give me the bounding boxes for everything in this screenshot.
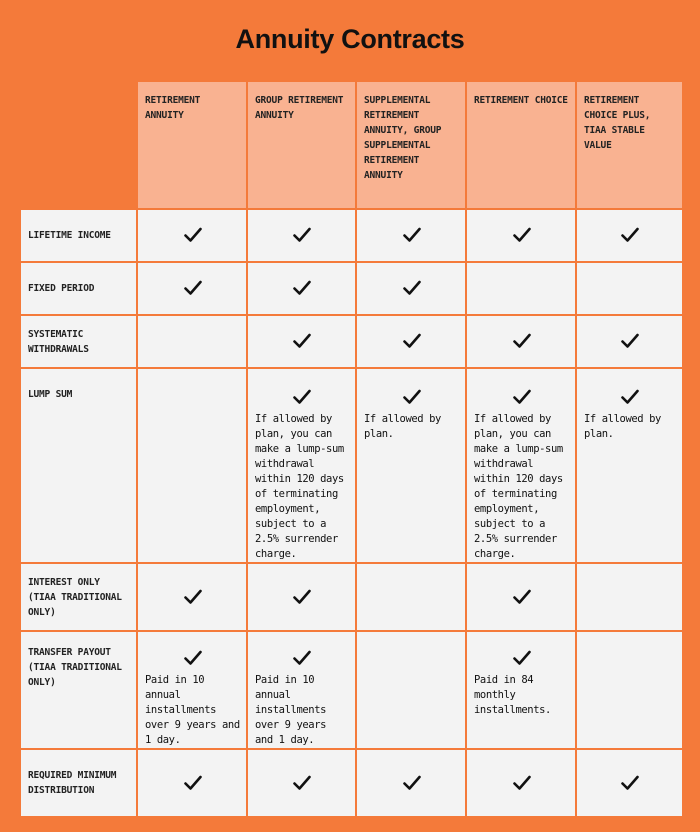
row-required-minimum-distribution <box>20 749 683 817</box>
checkmark-icon <box>145 647 240 669</box>
table-cell <box>576 563 683 631</box>
table-cell <box>356 631 466 749</box>
row-fixed-period <box>20 262 683 315</box>
checkmark-icon <box>474 772 569 794</box>
table-cell <box>466 563 576 631</box>
row-lump-sum <box>20 368 683 563</box>
table-cell <box>247 631 356 749</box>
annuity-table <box>19 80 684 818</box>
table-cell <box>466 315 576 368</box>
table-cell <box>247 749 356 817</box>
checkmark-icon <box>584 224 676 246</box>
cell-note: If allowed by plan, you can make a lump-sum withdrawal within 120 days of terminating employment, subject to a 2.5% surrender charge. <box>474 413 563 560</box>
checkmark-icon <box>584 772 676 794</box>
checkmark-icon <box>145 772 240 794</box>
table-cell <box>576 315 683 368</box>
checkmark-icon <box>474 330 569 352</box>
table-cell <box>247 368 356 563</box>
column-header-supplemental-retirement-annuity: SUPPLEMENTAL RETIREMENT ANNUITY, GROUP SUPPLEMENTAL RETIREMENT ANNUITY <box>356 81 466 209</box>
row-systematic-withdrawals <box>20 315 683 368</box>
checkmark-icon <box>364 277 459 299</box>
checkmark-icon <box>255 277 349 299</box>
table-cell <box>356 749 466 817</box>
row-label: TRANSFER PAYOUT (TIAA TRADITIONAL ONLY) <box>20 631 137 749</box>
checkmark-icon <box>255 224 349 246</box>
table-cell <box>466 368 576 563</box>
cell-note: Paid in 84 monthly installments. <box>474 674 551 716</box>
row-label: FIXED PERIOD <box>20 262 137 315</box>
checkmark-icon <box>474 647 569 669</box>
row-label: INTEREST ONLY (TIAA TRADITIONAL ONLY) <box>20 563 137 631</box>
checkmark-icon <box>145 224 240 246</box>
corner-cell <box>20 81 137 209</box>
table-cell <box>356 262 466 315</box>
table-cell <box>137 315 247 368</box>
checkmark-icon <box>364 330 459 352</box>
table-cell <box>137 209 247 262</box>
table-cell <box>466 209 576 262</box>
checkmark-icon <box>255 647 349 669</box>
cell-note: If allowed by plan, you can make a lump-sum withdrawal within 120 days of terminating employment, subject to a 2.5% surrender charge. <box>255 413 344 560</box>
page-title: Annuity Contracts <box>235 24 465 54</box>
row-label: SYSTEMATIC WITHDRAWALS <box>20 315 137 368</box>
table-cell <box>356 563 466 631</box>
table-cell <box>576 631 683 749</box>
checkmark-icon <box>584 386 676 408</box>
table-cell <box>576 209 683 262</box>
row-label: REQUIRED MINIMUM DISTRIBUTION <box>20 749 137 817</box>
table-cell <box>576 749 683 817</box>
checkmark-icon <box>255 386 349 408</box>
checkmark-icon <box>364 386 459 408</box>
row-label: LIFETIME INCOME <box>20 209 137 262</box>
table-cell <box>137 749 247 817</box>
table-cell <box>356 315 466 368</box>
table-cell <box>247 209 356 262</box>
checkmark-icon <box>145 586 240 608</box>
checkmark-icon <box>364 772 459 794</box>
table-cell <box>576 262 683 315</box>
table-cell <box>247 563 356 631</box>
table-cell <box>356 368 466 563</box>
column-header-retirement-choice-plus: RETIREMENT CHOICE PLUS, TIAA STABLE VALUE <box>576 81 683 209</box>
checkmark-icon <box>474 586 569 608</box>
table-cell <box>466 631 576 749</box>
row-lifetime-income <box>20 209 683 262</box>
table-cell <box>137 563 247 631</box>
table-cell <box>247 262 356 315</box>
table-cell <box>576 368 683 563</box>
cell-note: If allowed by plan. <box>584 413 661 440</box>
row-interest-only <box>20 563 683 631</box>
column-header-retirement-choice: RETIREMENT CHOICE <box>466 81 576 209</box>
column-header-group-retirement-annuity: GROUP RETIREMENT ANNUITY <box>247 81 356 209</box>
table-cell <box>247 315 356 368</box>
cell-note: Paid in 10 annual installments over 9 years and 1 day. <box>145 674 240 746</box>
checkmark-icon <box>474 386 569 408</box>
table-cell <box>137 368 247 563</box>
column-header-retirement-annuity: RETIREMENT ANNUITY <box>137 81 247 209</box>
table-cell <box>466 262 576 315</box>
checkmark-icon <box>584 330 676 352</box>
checkmark-icon <box>364 224 459 246</box>
header-row <box>20 81 683 209</box>
table-cell <box>356 209 466 262</box>
row-label: LUMP SUM <box>20 368 137 563</box>
table-cell <box>466 749 576 817</box>
cell-note: Paid in 10 annual installments over 9 years and 1 day. <box>255 674 327 746</box>
checkmark-icon <box>255 330 349 352</box>
table-cell <box>137 262 247 315</box>
checkmark-icon <box>255 586 349 608</box>
checkmark-icon <box>145 277 240 299</box>
checkmark-icon <box>474 224 569 246</box>
cell-note: If allowed by plan. <box>364 413 441 440</box>
row-transfer-payout <box>20 631 683 749</box>
checkmark-icon <box>255 772 349 794</box>
table-cell <box>137 631 247 749</box>
